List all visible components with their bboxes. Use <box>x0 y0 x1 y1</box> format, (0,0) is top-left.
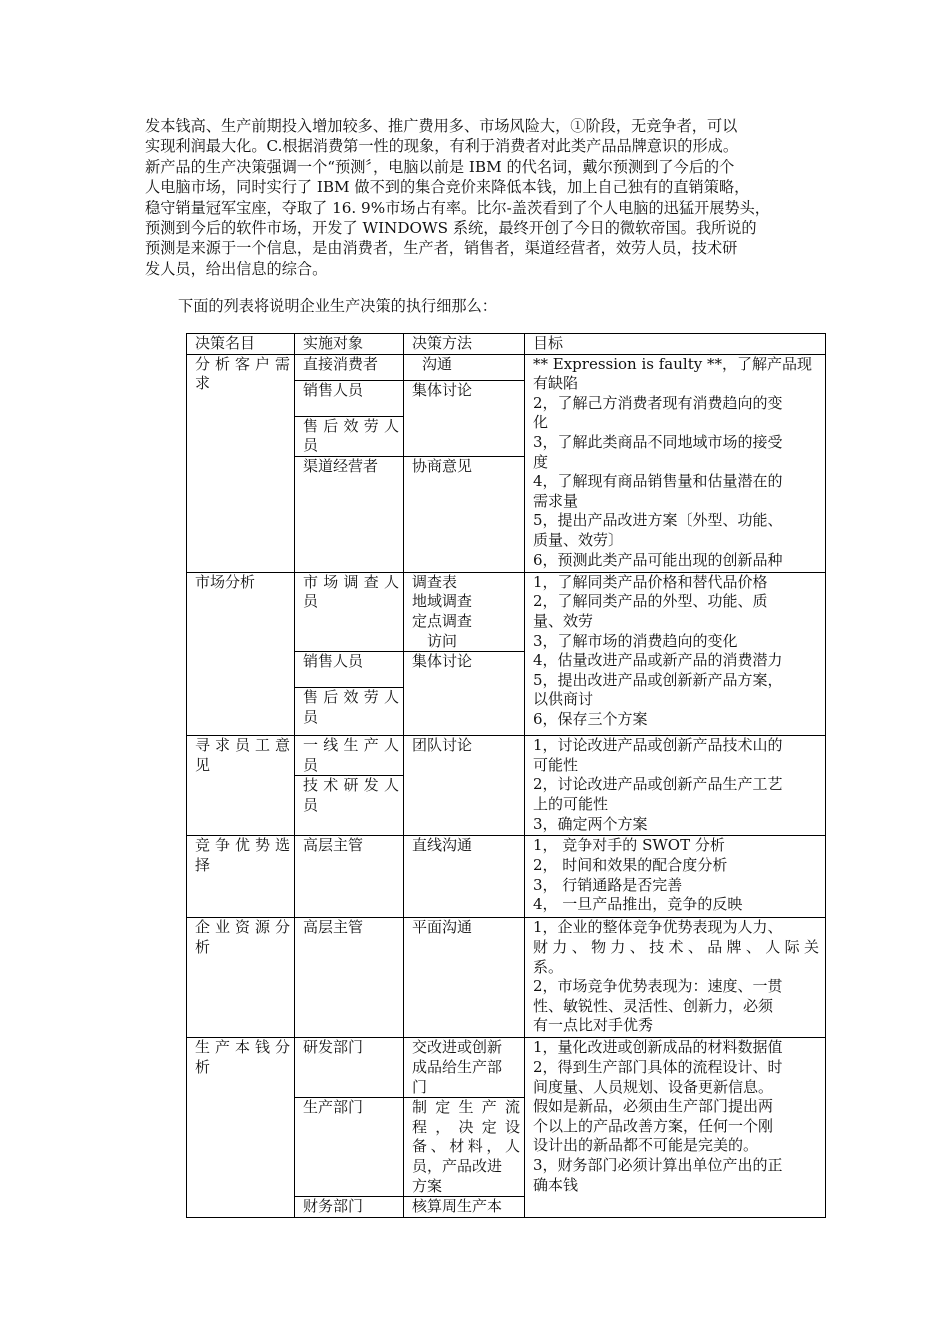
method-cell: 核算周生产本 <box>404 1197 525 1218</box>
header-method: 决策方法 <box>404 334 525 355</box>
goal-cell: 1，企业的整体竞争优势表现为人力、 财力、物力、技术、品牌、人际关 系。 2，市场竞争优势表现为：速度、一贯 性、敏锐性、灵活性、创新力，必须 有一点比对手优秀 <box>525 918 826 1038</box>
table-row <box>187 918 826 1038</box>
goal-cell: 1， 竞争对手的 SWOT 分析 2， 时间和效果的配合度分析 3， 行销通路是否完善 4， 一旦产品推出，竞争的反映 <box>525 836 826 918</box>
table-row <box>187 354 826 380</box>
target-cell: 研发部门 <box>295 1038 404 1098</box>
header-goal: 目标 <box>525 334 826 355</box>
target-cell: 一线生产人 员 <box>295 736 404 776</box>
target-cell: 技术研发人 员 <box>295 776 404 836</box>
text-line: 人电脑市场，同时实行了 IBM 做不到的集合竞价来降低本钱，加上自己独有的直销策略， <box>145 178 750 197</box>
text-line: 发本钱高、生产前期投入增加较多、推广费用多、市场风险大，①阶段，无竞争者，可以 <box>145 117 738 135</box>
goal-cell: 1，了解同类产品价格和替代品价格 2，了解同类产品的外型、功能、质 量、效劳 3，了解市场的消费趋向的变化 4，估量改进产品或新产品的消费潜力 5，提出改进产品或创新新产品方案， 以供商讨 6，保存三个方案 <box>525 572 826 735</box>
table-row <box>187 1038 826 1098</box>
target-cell: 销售人员 <box>295 380 404 416</box>
decision-name-cell: 寻求员工意 见 <box>187 736 295 836</box>
decision-name-cell: 市场分析 <box>187 572 295 735</box>
target-cell: 售后效劳人 员 <box>295 416 404 456</box>
target-cell: 渠道经营者 <box>295 456 404 572</box>
text-line: 预测到今后的软件市场，开发了 WINDOWS 系统，最终开创了今日的微软帝国。我所说的 <box>145 219 757 238</box>
text-line: 预测是来源于一个信息，是由消费者，生产者，销售者，渠道经营者，效劳人员，技术研 <box>145 239 738 258</box>
decision-table <box>186 333 826 1218</box>
text-line: 稳守销量冠军宝座，夺取了 16. 9%市场占有率。比尔-盖茨看到了个人电脑的迅猛开展势头， <box>145 198 770 217</box>
decision-name-cell: 竞争优势选 择 <box>187 836 295 918</box>
header-decision-name: 决策名目 <box>187 334 295 355</box>
target-cell: 直接消费者 <box>295 354 404 380</box>
target-cell: 市场调查人 员 <box>295 572 404 651</box>
text-line: 实现利润最大化。C.根据消费第一性的现象，有利于消费者对此类产品品牌意识的形成。 <box>145 137 739 156</box>
method-cell: 平面沟通 <box>404 918 525 1038</box>
method-cell: 交改进或创新 成品给生产部 门 <box>404 1038 525 1098</box>
method-cell: 直线沟通 <box>404 836 525 918</box>
target-cell: 销售人员 <box>295 652 404 688</box>
method-cell: 调查表 地域调查 定点调查 访问 <box>404 572 525 651</box>
target-cell: 高层主管 <box>295 836 404 918</box>
method-cell: 协商意见 <box>404 456 525 572</box>
method-cell: 沟通 <box>404 354 525 380</box>
text-line: 新产品的生产决策强调一个“预测〞，电脑以前是 IBM 的代名词，戴尔预测到了今后的个 <box>145 157 735 176</box>
goal-cell: ** Expression is faulty **，了解产品现 有缺陷 2，了解己方消费者现有消费趋向的变 化 3，了解此类商品不同地域市场的接受 度 4，了解现有商品销售量和估量潜在的 需求量 5，提出产品改进方案〔外型、功能、 质量、效劳〕 6，预测此类产品可能出现的创新品种 <box>525 354 826 572</box>
intro-paragraph <box>145 116 815 279</box>
text-line: 下面的列表将说明企业生产决策的执行细那么： <box>178 297 497 315</box>
table-header-row <box>187 334 826 355</box>
table-intro-paragraph <box>178 296 848 316</box>
target-cell: 售后效劳人 员 <box>295 688 404 736</box>
method-cell: 集体讨论 <box>404 652 525 736</box>
goal-cell: 1，讨论改进产品或创新产品技术山的 可能性 2，讨论改进产品或创新产品生产工艺 上的可能性 3，确定两个方案 <box>525 736 826 836</box>
decision-name-cell: 生产本钱分 析 <box>187 1038 295 1217</box>
decision-name-cell: 分析客户需 求 <box>187 354 295 572</box>
table-row <box>187 836 826 918</box>
target-cell: 高层主管 <box>295 918 404 1038</box>
header-target: 实施对象 <box>295 334 404 355</box>
target-cell: 财务部门 <box>295 1197 404 1218</box>
table-row <box>187 736 826 776</box>
decision-name-cell: 企业资源分 析 <box>187 918 295 1038</box>
text-line: 发人员，给出信息的综合。 <box>145 259 328 278</box>
target-cell: 生产部门 <box>295 1098 404 1197</box>
table-row <box>187 572 826 651</box>
method-cell: 集体讨论 <box>404 380 525 456</box>
method-cell: 制定生产流 程，决定设 备、材料，人 员，产品改进 方案 <box>404 1098 525 1197</box>
method-cell: 团队讨论 <box>404 736 525 836</box>
goal-cell: 1，量化改进或创新成品的材料数据值 2，得到生产部门具体的流程设计、时 间度量、人员规划、设备更新信息。 假如是新品，必须由生产部门提出两 个以上的产品改善方案，任何一个刚 设计出的新品都不可能是完美的。 3，财务部门必须计算出单位产出的正 确本钱 <box>525 1038 826 1217</box>
